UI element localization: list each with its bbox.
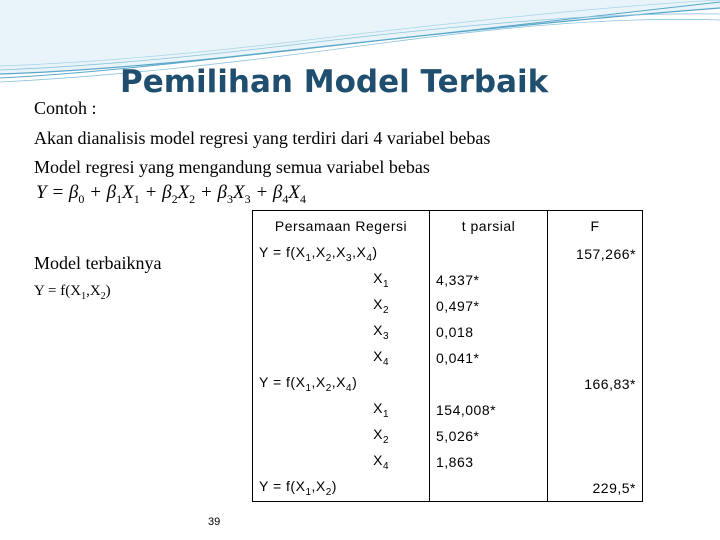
table-row: [253, 241, 643, 267]
f-cell: 166,83*: [548, 371, 643, 397]
equation-cell: $Y = f(X_1,X_2,X_3,X_4)$: [253, 241, 430, 267]
regression-table: [252, 210, 643, 502]
t-cell: 1,863: [430, 449, 548, 475]
table-row: [253, 293, 643, 319]
t-cell: 5,026*: [430, 423, 548, 449]
slide-title: Pemilihan Model Terbaik: [120, 64, 549, 100]
var-cell: $X_1$: [253, 267, 430, 293]
var-cell: $X_2$: [253, 423, 430, 449]
t-cell: [430, 475, 548, 502]
f-cell: [548, 267, 643, 293]
full-model-formula: $Y = \beta_0 + \beta_1X_1 + \beta_2X_2 + \beta_3X_3 + \beta_4X_4$: [36, 182, 306, 206]
table-row: [253, 319, 643, 345]
t-cell: 154,008*: [430, 397, 548, 423]
t-cell: 0,018: [430, 319, 548, 345]
f-cell: 229,5*: [548, 475, 643, 502]
contoh-label: Contoh :: [34, 98, 97, 118]
table-row: [253, 475, 643, 502]
var-cell: $X_2$: [253, 293, 430, 319]
header-persamaan: Persamaan Regersi: [253, 211, 430, 242]
f-cell: [548, 397, 643, 423]
table-header-row: [253, 211, 643, 242]
description-line-1: Akan dianalisis model regresi yang terdiri dari 4 variabel bebas: [34, 128, 491, 148]
t-cell: [430, 241, 548, 267]
t-cell: 4,337*: [430, 267, 548, 293]
f-cell: [548, 423, 643, 449]
f-cell: [548, 449, 643, 475]
f-cell: [548, 319, 643, 345]
equation-cell: $Y = f(X_1,X_2,X_4)$: [253, 371, 430, 397]
header-f: F: [548, 211, 643, 242]
var-cell: $X_1$: [253, 397, 430, 423]
table-row: [253, 345, 643, 371]
best-model-value: $Y = f(X_1,X_2)$: [34, 283, 111, 302]
t-cell: [430, 371, 548, 397]
t-cell: 0,041*: [430, 345, 548, 371]
t-cell: 0,497*: [430, 293, 548, 319]
var-cell: $X_4$: [253, 345, 430, 371]
table-row: [253, 423, 643, 449]
f-cell: [548, 345, 643, 371]
best-model-label: Model terbaiknya: [34, 253, 162, 273]
table-row: [253, 371, 643, 397]
var-cell: $X_3$: [253, 319, 430, 345]
f-cell: [548, 293, 643, 319]
var-cell: $X_4$: [253, 449, 430, 475]
equation-cell: $Y = f(X_1,X_2)$: [253, 475, 430, 502]
table-row: [253, 449, 643, 475]
table-row: [253, 397, 643, 423]
header-t-parsial: t parsial: [430, 211, 548, 242]
f-cell: 157,266*: [548, 241, 643, 267]
table-row: [253, 267, 643, 293]
description-line-2: Model regresi yang mengandung semua variabel bebas: [34, 157, 430, 177]
page-number: 39: [208, 516, 221, 528]
